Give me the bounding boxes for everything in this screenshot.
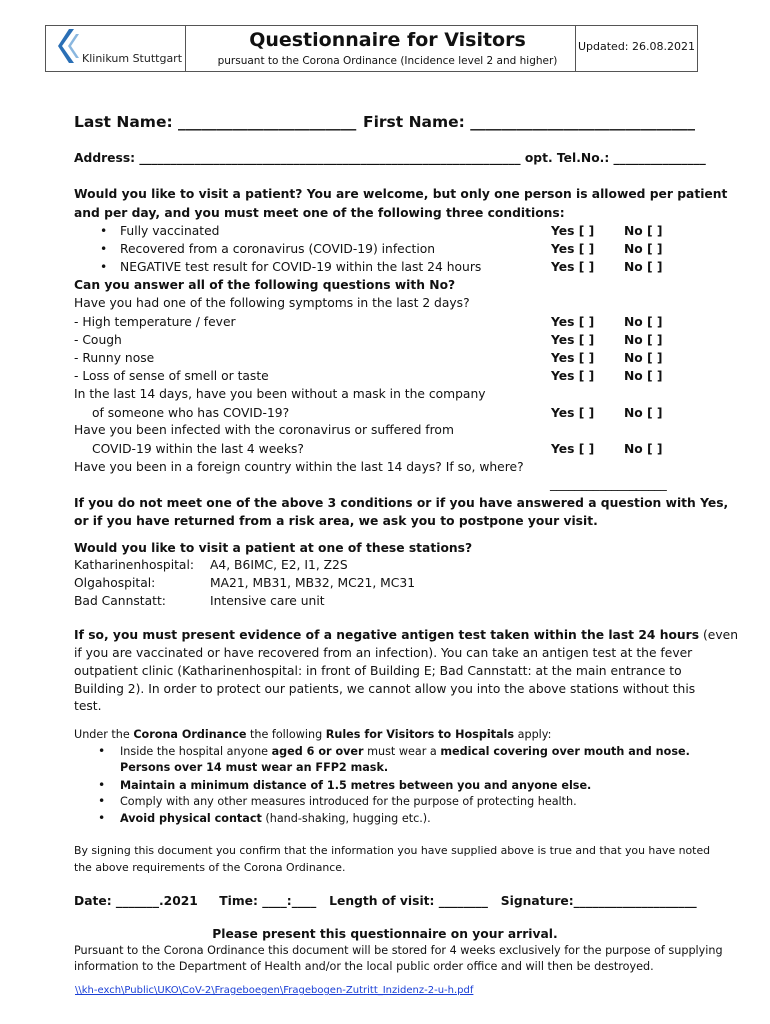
yes-checkbox[interactable]: Yes [ ] xyxy=(551,333,595,347)
header-divider xyxy=(185,26,186,71)
address-line: Address: ______________________________________________________________ opt. Tel.No.: _______________ xyxy=(74,151,706,165)
no-checkbox[interactable]: No [ ] xyxy=(624,442,663,456)
rule-bold: medical covering over mouth and nose. xyxy=(440,745,690,758)
bullet-icon: • xyxy=(98,794,106,808)
rules-intro-bold: Corona Ordinance xyxy=(133,728,247,741)
questions-heading: Can you answer all of the following questions with No? xyxy=(74,278,456,292)
evidence-paragraph xyxy=(74,628,738,642)
no-checkbox[interactable]: No [ ] xyxy=(624,224,663,238)
no-checkbox[interactable]: No [ ] xyxy=(624,315,663,329)
yes-checkbox[interactable]: Yes [ ] xyxy=(551,315,595,329)
evidence-text: outpatient clinic (Katharinenhospital: in front of Building E; Bad Cannstatt: at the main entrance to xyxy=(74,664,682,678)
symptom-item: - Runny nose xyxy=(74,351,155,365)
bullet-icon: • xyxy=(98,744,106,758)
no-checkbox[interactable]: No [ ] xyxy=(624,351,663,365)
stations-heading: Would you like to visit a patient at one of these stations? xyxy=(74,541,473,555)
bullet-icon: • xyxy=(98,778,106,792)
yes-checkbox[interactable]: Yes [ ] xyxy=(551,224,595,238)
station-hospital: Bad Cannstatt: xyxy=(74,594,166,608)
yes-checkbox[interactable]: Yes [ ] xyxy=(551,442,595,456)
station-hospital: Olgahospital: xyxy=(74,576,156,590)
no-checkbox[interactable]: No [ ] xyxy=(624,333,663,347)
symptom-item: - Cough xyxy=(74,333,122,347)
storage-notice: information to the Department of Health and/or the local public order office and will then be destroyed. xyxy=(74,960,654,973)
rule-item: Maintain a minimum distance of 1.5 metres between you and anyone else. xyxy=(120,779,592,792)
rule-item: Persons over 14 must wear an FFP2 mask. xyxy=(120,761,389,774)
rule-item xyxy=(120,812,431,825)
confirm-text: By signing this document you confirm that the information you have supplied above is true and that you have noted xyxy=(74,844,711,857)
no-checkbox[interactable]: No [ ] xyxy=(624,242,663,256)
bullet-icon: • xyxy=(100,224,108,238)
evidence-text: if you are vaccinated or have recovered from an infection). You can take an antigen test at the fever xyxy=(74,646,693,660)
no-checkbox[interactable]: No [ ] xyxy=(624,369,663,383)
file-path-link[interactable]: \\kh-exch\Public\UKO\CoV-2\Frageboegen\Fragebogen-Zutritt_Inzidenz-2-u-h.pdf xyxy=(75,985,474,996)
rule-text: must wear a xyxy=(367,745,437,758)
yes-checkbox[interactable]: Yes [ ] xyxy=(551,369,595,383)
rules-intro-text: the following xyxy=(249,728,323,741)
no-checkbox[interactable]: No [ ] xyxy=(624,406,663,420)
updated-date: Updated: 26.08.2021 xyxy=(577,40,695,53)
klinikum-logo-icon xyxy=(58,28,80,64)
signature-line[interactable]: Date: _______.2021 Time: ____:____ Length of visit: ________ Signature:____________________ xyxy=(74,894,697,908)
symptom-item: - Loss of sense of smell or taste xyxy=(74,369,269,383)
rule-bold: aged 6 or over xyxy=(271,745,364,758)
yes-checkbox[interactable]: Yes [ ] xyxy=(551,242,595,256)
rule-item: Comply with any other measures introduced for the purpose of protecting health. xyxy=(120,795,577,808)
rule-item xyxy=(120,745,690,758)
mask-question: of someone who has COVID-19? xyxy=(92,406,290,420)
yes-checkbox[interactable]: Yes [ ] xyxy=(551,351,595,365)
yes-checkbox[interactable]: Yes [ ] xyxy=(551,260,595,274)
foreign-answer-field[interactable]: ___________________ xyxy=(550,477,667,491)
bullet-icon: • xyxy=(100,242,108,256)
symptom-item: - High temperature / fever xyxy=(74,315,236,329)
condition-item: NEGATIVE test result for COVID-19 within the last 24 hours xyxy=(120,260,482,274)
foreign-question: Have you been in a foreign country within the last 14 days? If so, where? xyxy=(74,460,524,474)
rules-intro-text: Under the xyxy=(74,728,130,741)
no-checkbox[interactable]: No [ ] xyxy=(624,260,663,274)
station-units: MA21, MB31, MB32, MC21, MC31 xyxy=(210,576,416,590)
postpone-notice: or if you have returned from a risk area, we ask you to postpone your visit. xyxy=(74,514,598,528)
evidence-text: test. xyxy=(74,699,102,713)
rules-intro-text: apply: xyxy=(517,728,552,741)
conditions-intro: and per day, and you must meet one of the following three conditions: xyxy=(74,206,565,220)
conditions-intro: Would you like to visit a patient? You are welcome, but only one person is allowed per patient xyxy=(74,187,728,201)
evidence-text: (even xyxy=(703,628,738,642)
rule-bold: Avoid physical contact xyxy=(120,812,262,825)
storage-notice: Pursuant to the Corona Ordinance this document will be stored for 4 weeks exclusively for the purpose of supplying xyxy=(74,944,723,957)
rules-intro xyxy=(74,728,551,741)
last-name-field[interactable]: Last Name: _______________________ xyxy=(74,113,357,131)
mask-question: In the last 14 days, have you been without a mask in the company xyxy=(74,387,486,401)
rule-text: (hand-shaking, hugging etc.). xyxy=(265,812,431,825)
station-units: Intensive care unit xyxy=(210,594,325,608)
page-title: Questionnaire for Visitors xyxy=(249,29,526,51)
rule-text: Inside the hospital anyone xyxy=(120,745,269,758)
address-field[interactable] xyxy=(74,151,706,165)
yes-checkbox[interactable]: Yes [ ] xyxy=(551,406,595,420)
postpone-notice: If you do not meet one of the above 3 conditions or if you have answered a question with Yes, xyxy=(74,496,729,510)
bullet-icon: • xyxy=(100,260,108,274)
rules-intro-bold: Rules for Visitors to Hospitals xyxy=(325,728,515,741)
station-hospital: Katharinenhospital: xyxy=(74,558,195,572)
station-units: A4, B6IMC, E2, I1, Z2S xyxy=(210,558,348,572)
symptoms-question: Have you had one of the following symptoms in the last 2 days? xyxy=(74,296,470,310)
first-name-field[interactable]: First Name: _____________________________ xyxy=(363,113,696,131)
bullet-icon: • xyxy=(98,811,106,825)
condition-item: Fully vaccinated xyxy=(120,224,220,238)
evidence-text: Building 2). In order to protect our patients, we cannot allow you into the above stations without this xyxy=(74,682,696,696)
logo-text: Klinikum Stuttgart xyxy=(82,52,183,65)
confirm-text: the above requirements of the Corona Ordinance. xyxy=(74,861,346,874)
evidence-bold: If so, you must present evidence of a negative antigen test taken within the last 24 hours xyxy=(74,628,700,642)
page-subtitle: pursuant to the Corona Ordinance (Incidence level 2 and higher) xyxy=(217,55,558,67)
infected-question: Have you been infected with the coronavirus or suffered from xyxy=(74,423,454,437)
infected-question: COVID-19 within the last 4 weeks? xyxy=(92,442,304,456)
condition-item: Recovered from a coronavirus (COVID-19) infection xyxy=(120,242,436,256)
present-notice: Please present this questionnaire on your arrival. xyxy=(212,927,558,941)
